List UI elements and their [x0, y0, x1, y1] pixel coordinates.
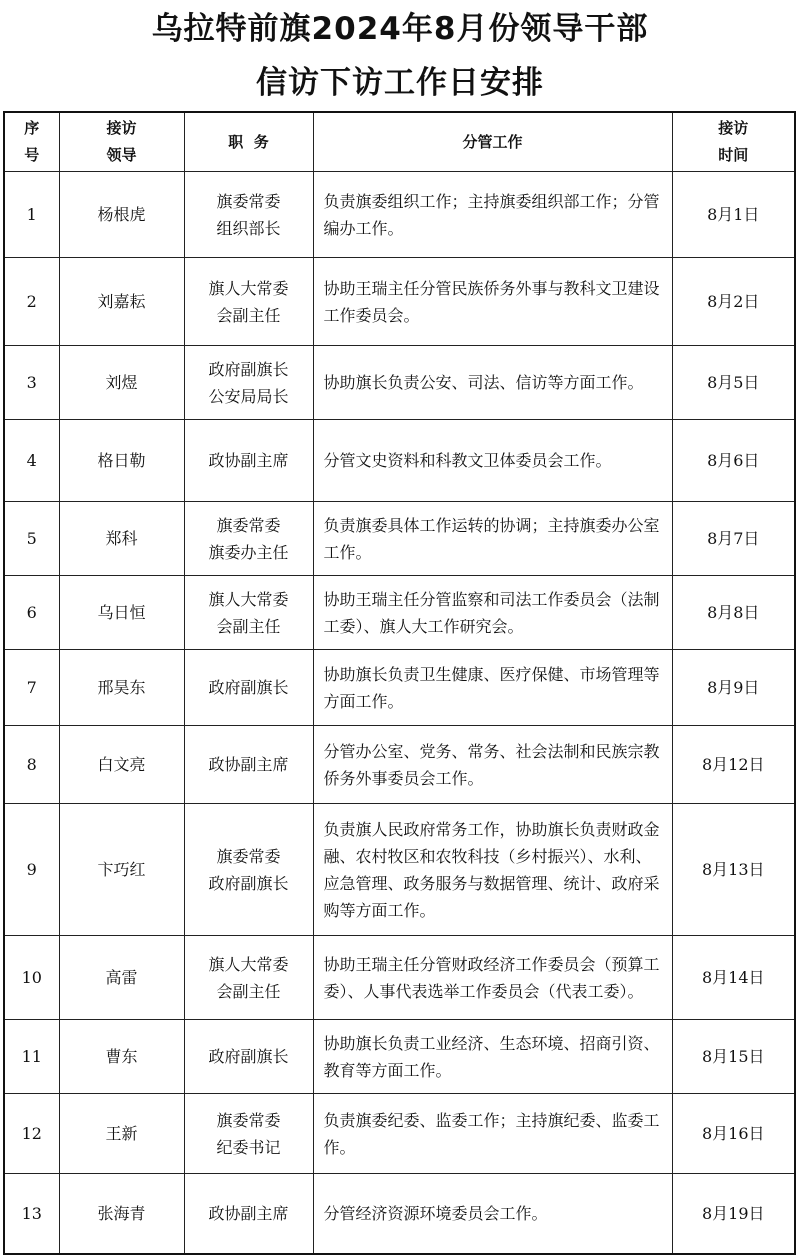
row-work: 负责旗委组织工作；主持旗委组织部工作；分管编办工作。: [313, 172, 672, 258]
position-line: 旗委常委: [216, 515, 281, 535]
row-position: [184, 650, 313, 726]
position-line: 政府副旗长: [208, 873, 289, 893]
header-work: 分管工作: [313, 112, 672, 172]
row-seq: 1: [4, 172, 59, 258]
row-position: [184, 258, 313, 346]
row-seq: 11: [4, 1020, 59, 1094]
row-seq: 12: [4, 1094, 59, 1174]
row-work: 负责旗人民政府常务工作，协助旗长负责财政金融、农村牧区和农牧科技（乡村振兴）、水利、应急管理、政务服务与数据管理、统计、政府采购等方面工作。: [313, 804, 672, 936]
position-line: 会副主任: [216, 981, 281, 1001]
position-line: 政协副主席: [208, 1203, 289, 1223]
row-seq: 3: [4, 346, 59, 420]
row-work: 协助王瑞主任分管民族侨务外事与教科文卫建设工作委员会。: [313, 258, 672, 346]
row-date: 8月13日: [672, 804, 795, 936]
row-work: 分管文史资料和科教文卫体委员会工作。: [313, 420, 672, 502]
header-leader-line1: 接访: [106, 119, 137, 137]
row-position: [184, 346, 313, 420]
row-seq: 8: [4, 726, 59, 804]
row-seq: 2: [4, 258, 59, 346]
schedule-table: [3, 111, 796, 1255]
position-line: 政府副旗长: [208, 678, 289, 697]
position-line: 政府副旗长: [208, 359, 289, 379]
row-seq: 10: [4, 936, 59, 1020]
header-time: [672, 112, 795, 172]
row-seq: 9: [4, 804, 59, 936]
row-seq: 13: [4, 1174, 59, 1254]
table-row: [4, 1094, 795, 1174]
position-line: 旗人大常委: [208, 954, 289, 974]
position-line: 会副主任: [216, 616, 281, 636]
table-header-row: [4, 112, 795, 172]
header-time-line1: 接访: [718, 119, 749, 137]
row-leader: 高雷: [59, 936, 184, 1020]
row-position: [184, 936, 313, 1020]
row-date: 8月1日: [672, 172, 795, 258]
table-row: [4, 258, 795, 346]
position-line: 旗委常委: [216, 1110, 281, 1130]
position-line: 会副主任: [216, 305, 281, 325]
row-position: [184, 420, 313, 502]
row-seq: 5: [4, 502, 59, 576]
row-date: 8月9日: [672, 650, 795, 726]
table-row: [4, 650, 795, 726]
row-work: 负责旗委具体工作运转的协调；主持旗委办公室工作。: [313, 502, 672, 576]
table-row: [4, 936, 795, 1020]
row-leader: 邢昊东: [59, 650, 184, 726]
row-leader: 白文亮: [59, 726, 184, 804]
position-line: 政协副主席: [208, 451, 289, 470]
row-position: [184, 1094, 313, 1174]
header-time-line2: 时间: [718, 146, 749, 164]
row-date: 8月12日: [672, 726, 795, 804]
row-date: 8月2日: [672, 258, 795, 346]
row-work: 协助旗长负责卫生健康、医疗保健、市场管理等方面工作。: [313, 650, 672, 726]
row-position: [184, 172, 313, 258]
row-seq: 7: [4, 650, 59, 726]
document-title-line1: 乌拉特前旗2024年8月份领导干部: [151, 11, 649, 47]
row-date: 8月16日: [672, 1094, 795, 1174]
row-date: 8月6日: [672, 420, 795, 502]
header-leader-line2: 领导: [106, 146, 137, 164]
position-line: 旗委常委: [216, 846, 281, 866]
table-row: [4, 502, 795, 576]
table-row: [4, 804, 795, 936]
row-leader: 格日勒: [59, 420, 184, 502]
row-work: 协助王瑞主任分管监察和司法工作委员会（法制工委）、旗人大工作研究会。: [313, 576, 672, 650]
table-row: [4, 1020, 795, 1094]
document-title-line2: 信访下访工作日安排: [256, 65, 544, 101]
row-position: [184, 576, 313, 650]
row-work: 协助王瑞主任分管财政经济工作委员会（预算工委）、人事代表选举工作委员会（代表工委）。: [313, 936, 672, 1020]
row-work: 协助旗长负责工业经济、生态环境、招商引资、教育等方面工作。: [313, 1020, 672, 1094]
row-position: [184, 804, 313, 936]
position-line: 公安局局长: [208, 386, 289, 406]
row-position: [184, 726, 313, 804]
row-work: 协助旗长负责公安、司法、信访等方面工作。: [313, 346, 672, 420]
header-seq: [4, 112, 59, 172]
position-line: 组织部长: [216, 218, 281, 238]
position-line: 政府副旗长: [208, 1047, 289, 1066]
position-line: 旗委办主任: [208, 542, 289, 562]
row-position: [184, 1174, 313, 1254]
row-date: 8月5日: [672, 346, 795, 420]
row-leader: 刘煜: [59, 346, 184, 420]
position-line: 旗委常委: [216, 191, 281, 211]
row-date: 8月8日: [672, 576, 795, 650]
table-row: [4, 172, 795, 258]
table-row: [4, 576, 795, 650]
row-leader: 杨根虎: [59, 172, 184, 258]
row-leader: 刘嘉耘: [59, 258, 184, 346]
header-leader: [59, 112, 184, 172]
row-leader: 曹东: [59, 1020, 184, 1094]
row-date: 8月19日: [672, 1174, 795, 1254]
table-row: [4, 420, 795, 502]
row-leader: 王新: [59, 1094, 184, 1174]
row-seq: 6: [4, 576, 59, 650]
row-work: 负责旗委纪委、监委工作；主持旗纪委、监委工作。: [313, 1094, 672, 1174]
row-date: 8月14日: [672, 936, 795, 1020]
table-row: [4, 726, 795, 804]
row-work: 分管办公室、党务、常务、社会法制和民族宗教侨务外事委员会工作。: [313, 726, 672, 804]
row-leader: 郑科: [59, 502, 184, 576]
row-leader: 乌日恒: [59, 576, 184, 650]
position-line: 旗人大常委: [208, 278, 289, 298]
table-row: [4, 346, 795, 420]
position-line: 旗人大常委: [208, 589, 289, 609]
row-date: 8月7日: [672, 502, 795, 576]
row-leader: 卞巧红: [59, 804, 184, 936]
table-row: [4, 1174, 795, 1254]
position-line: 政协副主席: [208, 755, 289, 774]
row-position: [184, 502, 313, 576]
header-seq-line2: 号: [24, 146, 40, 164]
position-line: 纪委书记: [216, 1137, 281, 1157]
row-date: 8月15日: [672, 1020, 795, 1094]
header-seq-line1: 序: [24, 119, 40, 137]
row-leader: 张海青: [59, 1174, 184, 1254]
row-position: [184, 1020, 313, 1094]
row-work: 分管经济资源环境委员会工作。: [313, 1174, 672, 1254]
row-seq: 4: [4, 420, 59, 502]
header-position: 职 务: [184, 112, 313, 172]
